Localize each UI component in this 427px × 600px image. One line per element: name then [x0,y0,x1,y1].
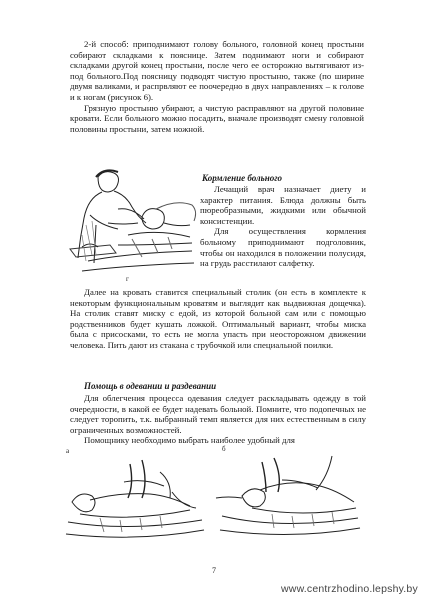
dressing-illustration-b [212,450,362,554]
figure-label-a: а [66,447,70,455]
page-number: 7 [212,566,216,575]
figure-label-g: г [126,275,129,283]
figure-label-b: б [222,445,226,453]
footer-url[interactable]: www.centrzhodino.lepshy.by [281,583,418,595]
feeding-table-text [70,287,366,351]
paragraph-dirty-sheet: Грязную простыню убирают, а чистую расправляют на другой половине кровати. Если больного можно посадить, вначале производят смену головной половины простыни, затем ножной. [70,102,364,134]
paragraph-helper: Помощнику необходимо выбрать наиболее удобный для [84,435,295,446]
paragraph-position: Для осуществления кормления больному приподнимают подголовник, чтобы он находился в положении полусидя, на грудь расстилают салфетку. [200,226,366,269]
paragraph-dressing-order: Для облегчения процесса одевания следует раскладывать одежду в той очередности, в какой ее будет надевать больной. Помните, что подопечных не следует торопить, т.к. выбранный темп является для них естественным в силу ограниченных возможностей. [70,393,366,435]
feeding-heading: Кормление больного [202,173,283,183]
dressing-heading: Помощь в одевании и раздевании [84,381,217,391]
paragraph-table: Далее на кровать ставится специальный столик (он есть в комплекте к некоторым функциональным кроватям и выглядит как выдвижная дощечка). На столик ставят миску с едой, из которой больной сам или с помощью родственников будет кушать ложкой. Оптимальный вариант, чтобы миска была с присосками, то есть не могла упасть при неосторожном движении человека. Пить дают из стакана с трубочкой или специальной поилки. [70,287,366,350]
feeding-text-block [200,184,366,269]
feeding-patient-illustration [68,165,198,287]
dressing-illustration-a [60,452,210,552]
dressing-text-block [70,393,366,446]
intro-text-block [70,39,364,134]
paragraph-diet: Лечащий врач назначает диету и характер питания. Блюда должны быть пюреобразными, жидкими или обычной консистенции. [200,184,366,226]
paragraph-method-2: 2-й способ: приподнимают голову больного, головной конец простыни собирают складками к пояснице. Затем поднимают ноги и собирают складками другой конец простыни, после чего ее осторожно вытягивают из-под больного.Под поясницу подводят чистую простыню, также (по ширине двумя валиками, и распрвляют ее поочередно в двух направлениях – к голове и к ногам (рисунок 6). [70,39,364,102]
